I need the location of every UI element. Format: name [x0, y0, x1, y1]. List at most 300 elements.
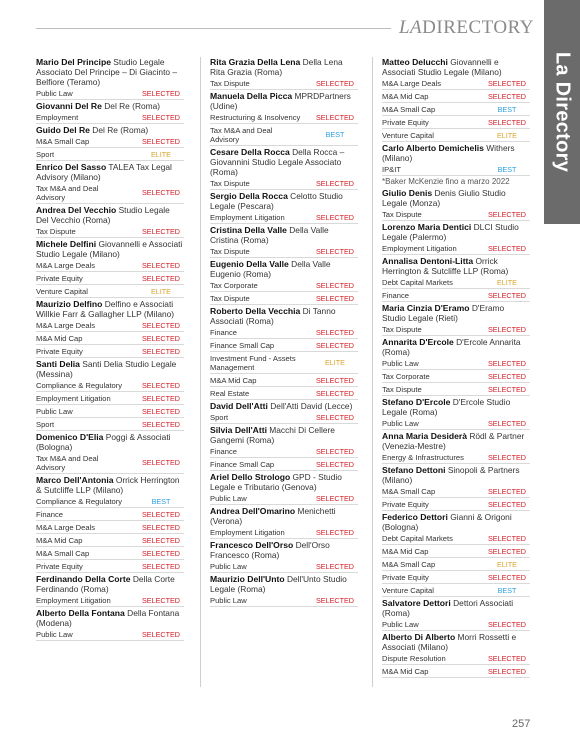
lawyer-name: Anna Maria Desiderà: [382, 431, 468, 441]
ranking-badge: SELECTED: [142, 88, 180, 98]
directory-entry: [36, 239, 184, 298]
directory-entry: [210, 506, 358, 539]
practice-row: [382, 77, 530, 90]
practice-area: Tax Corporate: [382, 371, 430, 381]
page-number: 257: [512, 718, 531, 730]
ranking-badge: SELECTED: [142, 595, 180, 605]
ranking-badge: SELECTED: [316, 446, 354, 456]
ranking-badge: ELITE: [325, 358, 345, 367]
lawyer-firm: Dell'Atti David (Lecce): [267, 401, 353, 411]
practice-area: M&A Large Deals: [36, 522, 96, 532]
lawyer-name: Ferdinando Della Corte: [36, 574, 131, 584]
practice-row: [36, 547, 184, 560]
lawyer-heading: [36, 205, 184, 225]
column-divider: [200, 57, 201, 687]
practice-row: [36, 111, 184, 124]
practice-area: Sport: [210, 412, 229, 422]
directory-entry: [36, 432, 184, 474]
practice-row: [210, 77, 358, 90]
practice-area: Venture Capital: [382, 585, 434, 595]
lawyer-name: Stefano D'Ercole: [382, 397, 451, 407]
lawyer-firm: Withers (Milano): [382, 143, 515, 163]
practice-row: [382, 103, 530, 116]
directory-entry: [210, 57, 358, 90]
practice-row: [210, 245, 358, 258]
directory-column-3: [382, 57, 530, 679]
practice-row: [36, 87, 184, 100]
ranking-badge: BEST: [325, 130, 345, 139]
lawyer-firm: DLCI Studio Legale (Palermo): [382, 222, 519, 242]
practice-row: [36, 272, 184, 285]
practice-area: M&A Mid Cap: [36, 535, 83, 545]
lawyer-heading: [382, 397, 530, 417]
practice-area: Employment Litigation: [36, 595, 111, 605]
directory-entry: [36, 574, 184, 607]
lawyer-firm: Dell'Unto Studio Legale (Roma): [210, 574, 347, 594]
ranking-badge: SELECTED: [142, 419, 180, 429]
practice-row: [36, 332, 184, 345]
practice-row: [210, 124, 358, 146]
practice-area: Real Estate: [210, 388, 250, 398]
practice-row: [36, 560, 184, 573]
practice-area: Tax Dispute: [210, 246, 250, 256]
lawyer-firm: Dettori Associati (Roma): [382, 598, 514, 618]
practice-area: M&A Mid Cap: [382, 91, 429, 101]
practice-row: [210, 526, 358, 539]
ranking-badge: SELECTED: [316, 178, 354, 188]
ranking-badge: SELECTED: [488, 546, 526, 556]
practice-area: Public Law: [36, 88, 73, 98]
directory-entry: [36, 359, 184, 431]
practice-row: [36, 534, 184, 547]
practice-row: [210, 374, 358, 387]
ranking-badge: ELITE: [151, 286, 171, 296]
practice-area: Debt Capital Markets: [382, 277, 453, 287]
practice-row: [382, 417, 530, 430]
lawyer-heading: [210, 425, 358, 445]
practice-row: [382, 498, 530, 511]
lawyer-firm: Del Re (Roma): [89, 125, 149, 135]
lawyer-firm: Orrick Herrington & Sutcliffe LLP (Roma): [382, 256, 509, 276]
lawyer-heading: [210, 147, 358, 177]
lawyer-name: Roberto Della Vecchia: [210, 306, 301, 316]
lawyer-name: Eugenio Della Valle: [210, 259, 289, 269]
practice-row: [210, 211, 358, 224]
ranking-badge: ELITE: [151, 149, 171, 159]
directory-entry: [382, 188, 530, 221]
practice-area: M&A Mid Cap: [36, 333, 83, 343]
ranking-badge: SELECTED: [142, 273, 180, 283]
ranking-badge: SELECTED: [488, 78, 526, 88]
ranking-badge: SELECTED: [316, 388, 354, 398]
ranking-badge: SELECTED: [488, 499, 526, 509]
practice-row: [382, 665, 530, 678]
lawyer-name: Domenico D'Elia: [36, 432, 104, 442]
practice-area: Tax Dispute: [382, 324, 422, 334]
practice-area: Public Law: [210, 561, 247, 571]
practice-row: [36, 495, 184, 508]
directory-columns: [36, 57, 536, 697]
directory-entry: [36, 475, 184, 573]
lawyer-firm: Della Valle Eugenio (Roma): [210, 259, 331, 279]
directory-column-2: [210, 57, 358, 608]
directory-entry: [382, 256, 530, 302]
ranking-badge: SELECTED: [488, 290, 526, 300]
lawyer-firm: D'Ercole Annarita (Roma): [382, 337, 521, 357]
ranking-badge: SELECTED: [142, 188, 180, 197]
lawyer-firm: Celotto Studio Legale (Pescara): [210, 191, 343, 211]
ranking-badge: SELECTED: [316, 493, 354, 503]
practice-area: Tax Corporate: [210, 280, 258, 290]
practice-row: [36, 405, 184, 418]
directory-entry: [36, 162, 184, 204]
lawyer-firm: Dell'Orso Francesco (Roma): [210, 540, 330, 560]
practice-row: [382, 618, 530, 631]
lawyer-heading: [210, 506, 358, 526]
ranking-badge: ELITE: [497, 130, 517, 140]
practice-row: [382, 571, 530, 584]
practice-area: Finance Small Cap: [210, 340, 275, 350]
practice-area: Sport: [36, 419, 55, 429]
practice-row: [382, 90, 530, 103]
lawyer-name: Maria Cinzia D'Eramo: [382, 303, 470, 313]
ranking-badge: ELITE: [497, 277, 517, 287]
practice-area: Dispute Resolution: [382, 653, 446, 663]
practice-row: [36, 225, 184, 238]
lawyer-heading: [36, 608, 184, 628]
ranking-badge: SELECTED: [142, 522, 180, 532]
ranking-badge: BEST: [497, 104, 517, 114]
lawyer-name: Rita Grazia Della Lena: [210, 57, 301, 67]
header-title: [391, 17, 534, 39]
practice-row: [36, 285, 184, 298]
practice-area: Finance: [210, 327, 238, 337]
section-side-tab: [544, 0, 580, 224]
practice-row: [210, 279, 358, 292]
lawyer-heading: [382, 222, 530, 242]
lawyer-name: Silvia Dell'Atti: [210, 425, 267, 435]
practice-row: [36, 594, 184, 607]
practice-row: [210, 387, 358, 400]
ranking-badge: SELECTED: [488, 91, 526, 101]
practice-row: [210, 326, 358, 339]
lawyer-firm: Studio Legale Associato Del Principe – Di Giacinto – Belfiore (Teramo): [36, 57, 178, 87]
ranking-badge: SELECTED: [488, 358, 526, 368]
practice-area: Compliance & Regulatory: [36, 496, 123, 506]
practice-area: Public Law: [210, 493, 247, 503]
directory-entry: [210, 472, 358, 505]
lawyer-name: Stefano Dettoni: [382, 465, 446, 475]
directory-entry: [210, 225, 358, 258]
practice-area: Finance Small Cap: [210, 459, 275, 469]
side-tab-label: La Directory: [551, 51, 574, 173]
practice-area: Tax M&A and Deal Advisory: [210, 125, 273, 144]
practice-area: Public Law: [382, 358, 419, 368]
lawyer-firm: Studio Legale Del Vecchio (Roma): [36, 205, 170, 225]
practice-area: Restructuring & Insolvency: [210, 112, 301, 122]
directory-entry: [210, 259, 358, 305]
lawyer-name: Salvatore Dettori: [382, 598, 451, 608]
ranking-badge: SELECTED: [316, 412, 354, 422]
practice-row: [36, 182, 184, 204]
lawyer-firm: Delfino e Associati Willkie Farr & Gallagher LLP (Milano): [36, 299, 175, 319]
lawyer-heading: [382, 632, 530, 652]
ranking-badge: SELECTED: [488, 572, 526, 582]
lawyer-firm: Menichetti (Verona): [210, 506, 336, 526]
column-divider: [372, 57, 373, 687]
directory-entry: [210, 425, 358, 471]
ranking-badge: SELECTED: [142, 561, 180, 571]
practice-area: M&A Large Deals: [382, 78, 442, 88]
practice-area: Private Equity: [36, 561, 83, 571]
practice-row: [382, 276, 530, 289]
ranking-badge: SELECTED: [316, 595, 354, 605]
practice-area: Public Law: [210, 595, 247, 605]
directory-entry: [36, 57, 184, 100]
lawyer-name: Annalisa Dentoni-Litta: [382, 256, 474, 266]
ranking-badge: SELECTED: [142, 535, 180, 545]
practice-area: Tax M&A and Deal Advisory: [36, 453, 99, 472]
lawyer-firm: Di Tanno Associati (Roma): [210, 306, 336, 326]
practice-row: [36, 392, 184, 405]
directory-entry: [382, 465, 530, 511]
ranking-badge: SELECTED: [488, 452, 526, 462]
ranking-badge: SELECTED: [142, 112, 180, 122]
lawyer-firm: Della Lena Rita Grazia (Roma): [210, 57, 343, 77]
lawyer-heading: [382, 337, 530, 357]
practice-row: [36, 521, 184, 534]
directory-entry: [382, 598, 530, 631]
directory-entry: [382, 431, 530, 464]
practice-row: [36, 452, 184, 474]
lawyer-heading: [36, 475, 184, 495]
ranking-badge: SELECTED: [142, 320, 180, 330]
lawyer-name: Federico Dettori: [382, 512, 448, 522]
lawyer-name: Cristina Della Valle: [210, 225, 287, 235]
practice-row: [210, 411, 358, 424]
practice-row: [210, 594, 358, 607]
ranking-badge: SELECTED: [142, 333, 180, 343]
practice-row: [382, 652, 530, 665]
directory-entry: [382, 303, 530, 336]
ranking-badge: BEST: [497, 164, 517, 174]
lawyer-name: Carlo Alberto Demichelis: [382, 143, 484, 153]
practice-area: Tax Dispute: [382, 384, 422, 394]
lawyer-firm: Della Corte Ferdinando (Roma): [36, 574, 175, 594]
lawyer-name: Manuela Della Picca: [210, 91, 293, 101]
lawyer-firm: Morri Rossetti e Associati (Milano): [382, 632, 517, 652]
lawyer-firm: Della Fontana (Modena): [36, 608, 180, 628]
practice-area: Public Law: [382, 418, 419, 428]
lawyer-heading: [382, 598, 530, 618]
practice-area: M&A Large Deals: [36, 260, 96, 270]
practice-area: M&A Mid Cap: [382, 666, 429, 676]
practice-area: Public Law: [36, 629, 73, 639]
lawyer-heading: [36, 359, 184, 379]
practice-row: [210, 111, 358, 124]
practice-row: [36, 628, 184, 641]
lawyer-heading: [382, 143, 530, 163]
lawyer-heading: [382, 303, 530, 323]
ranking-badge: SELECTED: [142, 136, 180, 146]
lawyer-firm: TALEA Tax Legal Advisory (Milano): [36, 162, 172, 182]
ranking-badge: SELECTED: [142, 226, 180, 236]
practice-row: [382, 584, 530, 597]
practice-row: [382, 532, 530, 545]
lawyer-heading: [382, 465, 530, 485]
lawyer-name: Giulio Denis: [382, 188, 433, 198]
lawyer-heading: [382, 431, 530, 451]
ranking-badge: SELECTED: [488, 653, 526, 663]
entry-note: *Baker McKenzie fino a marzo 2022: [382, 177, 510, 186]
ranking-badge: BEST: [497, 585, 517, 595]
lawyer-heading: [210, 306, 358, 326]
practice-row: [36, 319, 184, 332]
lawyer-heading: [210, 472, 358, 492]
practice-area: Public Law: [36, 406, 73, 416]
lawyer-heading: [382, 512, 530, 532]
ranking-badge: SELECTED: [142, 346, 180, 356]
ranking-badge: SELECTED: [316, 280, 354, 290]
lawyer-heading: [210, 259, 358, 279]
ranking-badge: SELECTED: [316, 327, 354, 337]
directory-entry: [382, 337, 530, 396]
practice-row: [382, 383, 530, 396]
ranking-badge: SELECTED: [488, 666, 526, 676]
practice-area: Tax Dispute: [36, 226, 76, 236]
practice-area: Debt Capital Markets: [382, 533, 453, 543]
ranking-badge: SELECTED: [316, 375, 354, 385]
practice-area: Private Equity: [382, 572, 429, 582]
lawyer-heading: [36, 162, 184, 182]
lawyer-name: Francesco Dell'Orso: [210, 540, 294, 550]
practice-area: M&A Large Deals: [36, 320, 96, 330]
directory-entry: [382, 143, 530, 187]
lawyer-name: Maurizio Dell'Unto: [210, 574, 285, 584]
lawyer-heading: [36, 57, 184, 87]
ranking-badge: SELECTED: [316, 561, 354, 571]
practice-area: Energy & Infrastructures: [382, 452, 464, 462]
practice-area: Employment: [36, 112, 79, 122]
directory-entry: [210, 147, 358, 190]
ranking-badge: SELECTED: [488, 117, 526, 127]
lawyer-firm: Macchi Di Cellere Gangemi (Roma): [210, 425, 335, 445]
lawyer-heading: [210, 574, 358, 594]
lawyer-name: Enrico Del Sasso: [36, 162, 107, 172]
lawyer-name: Marco Dell'Antonia: [36, 475, 114, 485]
lawyer-heading: [36, 432, 184, 452]
ranking-badge: SELECTED: [316, 246, 354, 256]
lawyer-name: Santi Delia: [36, 359, 80, 369]
practice-area: Tax Dispute: [210, 78, 250, 88]
directory-entry: [36, 101, 184, 124]
lawyer-firm: GPD - Studio Legale e Tributario (Genova): [210, 472, 342, 492]
practice-row: [382, 242, 530, 255]
practice-row: [382, 289, 530, 302]
lawyer-firm: Gianni & Origoni (Bologna): [382, 512, 512, 532]
practice-area: Employment Litigation: [36, 393, 111, 403]
ranking-badge: SELECTED: [316, 459, 354, 469]
lawyer-firm: Della Rocca – Giovannini Studio Legale Associato (Roma): [210, 147, 345, 177]
lawyer-name: Cesare Della Rocca: [210, 147, 290, 157]
practice-row: [36, 148, 184, 161]
practice-row: [210, 352, 358, 374]
lawyer-heading: [210, 91, 358, 111]
lawyer-heading: [210, 57, 358, 77]
practice-area: Venture Capital: [382, 130, 434, 140]
lawyer-firm: Della Valle Cristina (Roma): [210, 225, 329, 245]
directory-entry: [210, 574, 358, 607]
practice-area: Public Law: [382, 619, 419, 629]
lawyer-heading: [36, 239, 184, 259]
directory-entry: [382, 397, 530, 430]
lawyer-heading: [382, 188, 530, 208]
lawyer-firm: Sinopoli & Partners (Milano): [382, 465, 520, 485]
practice-row: [382, 558, 530, 571]
directory-entry: [382, 512, 530, 597]
ranking-badge: SELECTED: [316, 212, 354, 222]
directory-entry: [382, 222, 530, 255]
practice-area: Tax Dispute: [382, 209, 422, 219]
lawyer-name: Alberto Della Fontana: [36, 608, 125, 618]
lawyer-heading: [382, 256, 530, 276]
lawyer-name: Matteo Delucchi: [382, 57, 448, 67]
lawyer-firm: Denis Giulio Studio Legale (Monza): [382, 188, 506, 208]
practice-row: [382, 323, 530, 336]
lawyer-name: Annarita D'Ercole: [382, 337, 454, 347]
directory-entry: [36, 125, 184, 161]
ranking-badge: SELECTED: [488, 486, 526, 496]
ranking-badge: SELECTED: [142, 509, 180, 519]
lawyer-firm: Giovannelli e Associati Studio Legale (Milano): [36, 239, 183, 259]
ranking-badge: SELECTED: [488, 418, 526, 428]
practice-area: M&A Small Cap: [36, 548, 90, 558]
practice-area: Finance: [210, 446, 238, 456]
lawyer-name: Mario Del Principe: [36, 57, 111, 67]
practice-row: [382, 545, 530, 558]
ranking-badge: SELECTED: [142, 629, 180, 639]
practice-row: [36, 508, 184, 521]
lawyer-firm: Santi Delia Studio Legale (Messina): [36, 359, 177, 379]
ranking-badge: SELECTED: [316, 293, 354, 303]
directory-entry: [36, 299, 184, 358]
lawyer-name: Andrea Dell'Omarino: [210, 506, 296, 516]
practice-area: Employment Litigation: [210, 527, 285, 537]
practice-area: Tax M&A and Deal Advisory: [36, 183, 99, 202]
lawyer-heading: [36, 101, 184, 111]
lawyer-name: Michele Delfini: [36, 239, 97, 249]
practice-area: Sport: [36, 149, 55, 159]
directory-entry: [210, 540, 358, 573]
practice-area: M&A Small Cap: [382, 104, 436, 114]
practice-row: [382, 129, 530, 142]
practice-area: Employment Litigation: [210, 212, 285, 222]
directory-entry: [210, 306, 358, 400]
ranking-badge: SELECTED: [316, 112, 354, 122]
ranking-badge: SELECTED: [142, 260, 180, 270]
lawyer-heading: [382, 57, 530, 77]
practice-area: Finance: [36, 509, 64, 519]
practice-row: [210, 177, 358, 190]
practice-area: Private Equity: [382, 499, 429, 509]
practice-row: [210, 292, 358, 305]
practice-area: Tax Dispute: [210, 178, 250, 188]
lawyer-name: Ariel Dello Strologo: [210, 472, 291, 482]
lawyer-firm: Del Re (Roma): [101, 101, 161, 111]
directory-entry: [210, 401, 358, 424]
lawyer-firm: Orrick Herrington & Sutcliffe LLP (Milano): [36, 475, 180, 495]
lawyer-name: Andrea Del Vecchio: [36, 205, 117, 215]
